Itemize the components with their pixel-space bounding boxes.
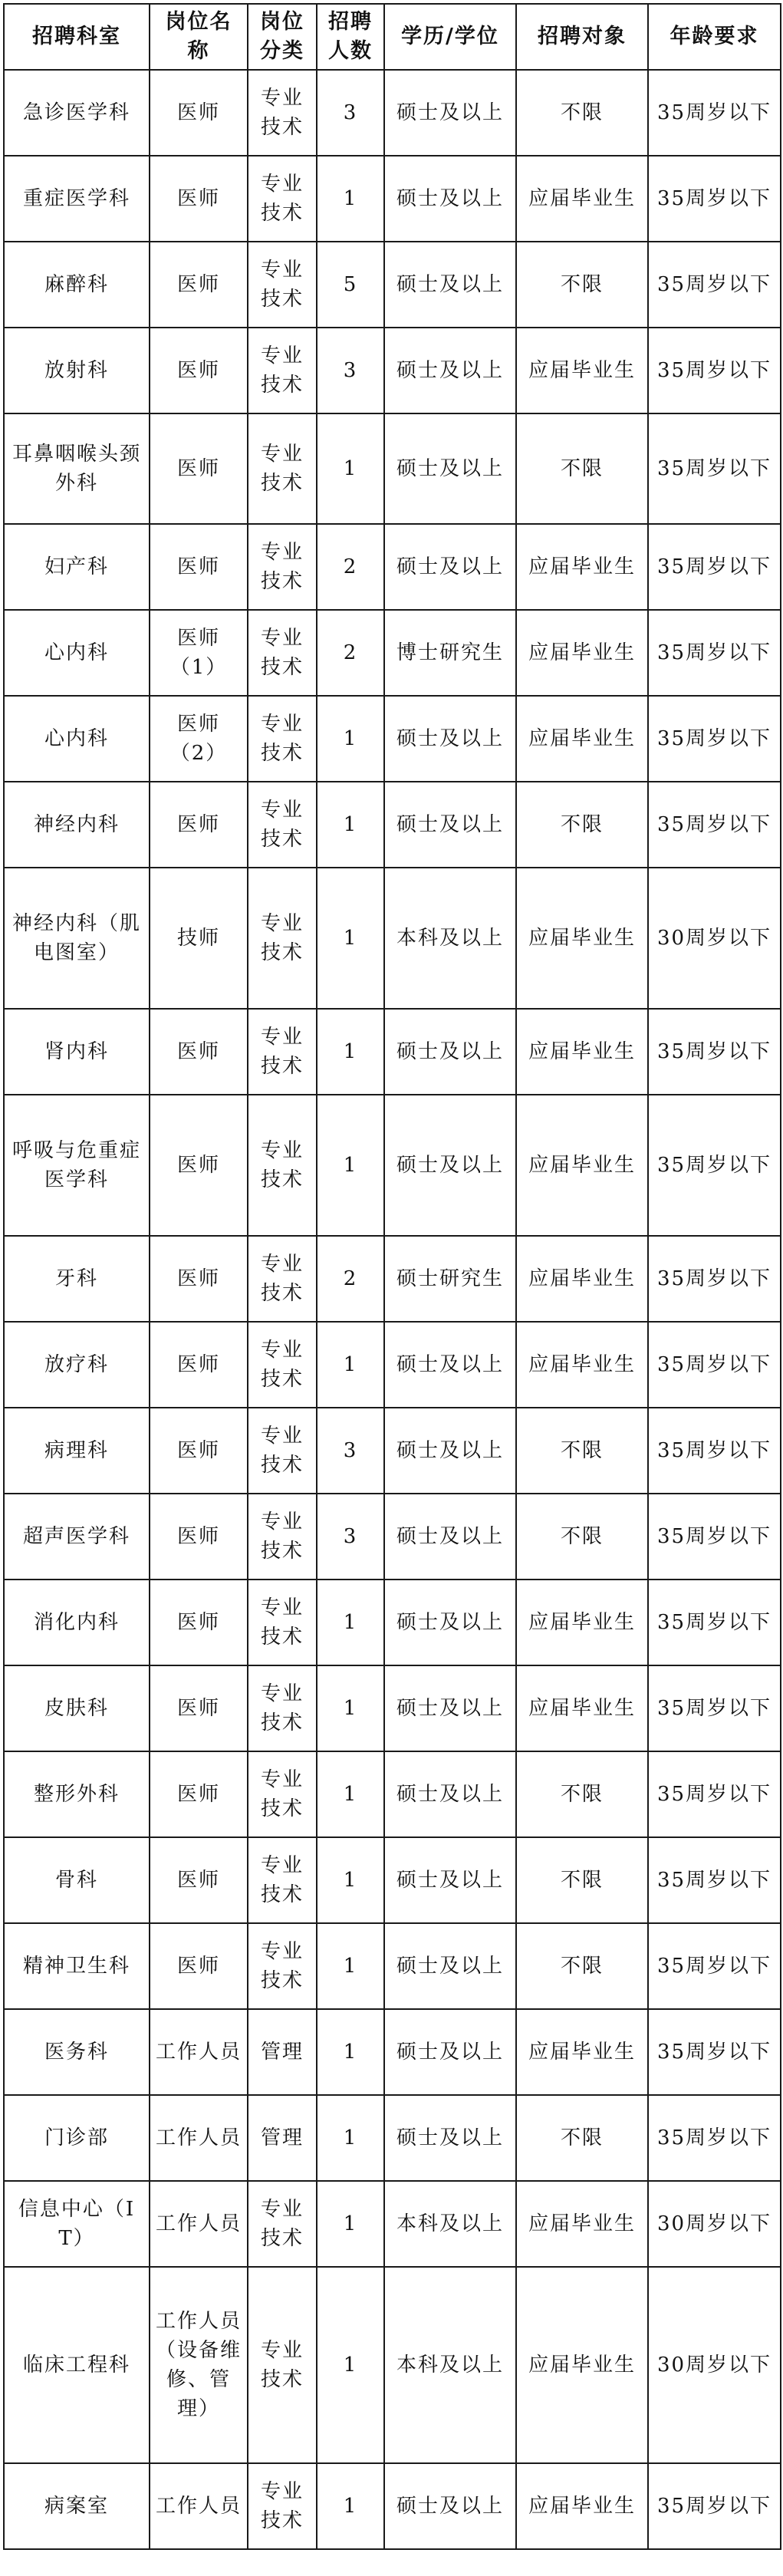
cell-education: 硕士及以上: [384, 1580, 516, 1665]
cell-target: 不限: [516, 2095, 648, 2181]
cell-age: 35周岁以下: [648, 1923, 781, 2009]
cell-age: 30周岁以下: [648, 2267, 781, 2463]
cell-education: 硕士及以上: [384, 1322, 516, 1408]
cell-target: 不限: [516, 1751, 648, 1837]
cell-dept: 临床工程科: [4, 2267, 150, 2463]
cell-education: 本科及以上: [384, 2267, 516, 2463]
cell-count: 5: [317, 242, 384, 328]
cell-education: 硕士及以上: [384, 70, 516, 156]
cell-dept: 放疗科: [4, 1322, 150, 1408]
cell-dept: 超声医学科: [4, 1494, 150, 1580]
cell-education: 硕士及以上: [384, 156, 516, 242]
cell-post: 医师: [150, 156, 248, 242]
cell-education: 硕士及以上: [384, 696, 516, 782]
table-row: [4, 156, 781, 242]
table-row: [4, 1494, 781, 1580]
cell-post: 工作人员（设备维修、管理）: [150, 2267, 248, 2463]
cell-target: 应届毕业生: [516, 2181, 648, 2267]
cell-post: 医师: [150, 1923, 248, 2009]
cell-count: 1: [317, 1923, 384, 2009]
cell-education: 硕士及以上: [384, 524, 516, 610]
cell-education: 硕士及以上: [384, 1837, 516, 1923]
cell-target: 应届毕业生: [516, 524, 648, 610]
cell-age: 35周岁以下: [648, 1095, 781, 1236]
table-row: [4, 2009, 781, 2095]
cell-category: 专业技术: [248, 1923, 317, 2009]
cell-education: 硕士及以上: [384, 1408, 516, 1494]
cell-education: 硕士及以上: [384, 1095, 516, 1236]
table-row: [4, 2463, 781, 2549]
cell-post: 技师: [150, 868, 248, 1009]
cell-education: 硕士及以上: [384, 328, 516, 413]
cell-post: 医师: [150, 1322, 248, 1408]
cell-education: 博士研究生: [384, 610, 516, 696]
cell-category: 专业技术: [248, 610, 317, 696]
cell-age: 35周岁以下: [648, 1236, 781, 1322]
cell-post: 医师: [150, 1408, 248, 1494]
cell-category: 专业技术: [248, 413, 317, 524]
cell-count: 1: [317, 782, 384, 868]
cell-education: 本科及以上: [384, 868, 516, 1009]
cell-post: 医师: [150, 1580, 248, 1665]
cell-age: 35周岁以下: [648, 2095, 781, 2181]
cell-dept: 妇产科: [4, 524, 150, 610]
table-row: [4, 1751, 781, 1837]
cell-target: 应届毕业生: [516, 156, 648, 242]
cell-category: 专业技术: [248, 1580, 317, 1665]
table-row: [4, 2267, 781, 2463]
cell-count: 1: [317, 1095, 384, 1236]
cell-count: 1: [317, 2267, 384, 2463]
cell-education: 硕士及以上: [384, 1665, 516, 1751]
cell-dept: 心内科: [4, 696, 150, 782]
cell-education: 硕士及以上: [384, 1494, 516, 1580]
cell-target: 不限: [516, 1923, 648, 2009]
cell-dept: 耳鼻咽喉头颈外科: [4, 413, 150, 524]
cell-dept: 医务科: [4, 2009, 150, 2095]
cell-age: 30周岁以下: [648, 868, 781, 1009]
cell-count: 3: [317, 1494, 384, 1580]
cell-category: 管理: [248, 2009, 317, 2095]
cell-target: 应届毕业生: [516, 2463, 648, 2549]
cell-count: 1: [317, 1322, 384, 1408]
cell-post: 工作人员: [150, 2095, 248, 2181]
cell-category: 专业技术: [248, 524, 317, 610]
table-row: [4, 610, 781, 696]
table-row: [4, 1837, 781, 1923]
cell-category: 专业技术: [248, 696, 317, 782]
cell-age: 35周岁以下: [648, 1665, 781, 1751]
cell-target: 应届毕业生: [516, 1322, 648, 1408]
cell-post: 医师: [150, 524, 248, 610]
cell-post: 医师: [150, 1494, 248, 1580]
cell-count: 3: [317, 328, 384, 413]
header-post: 岗位名称: [150, 4, 248, 70]
cell-category: 专业技术: [248, 70, 317, 156]
cell-age: 35周岁以下: [648, 524, 781, 610]
cell-target: 应届毕业生: [516, 1236, 648, 1322]
cell-count: 3: [317, 1408, 384, 1494]
cell-education: 硕士及以上: [384, 413, 516, 524]
cell-education: 硕士及以上: [384, 2009, 516, 2095]
table-row: [4, 2095, 781, 2181]
cell-target: 应届毕业生: [516, 328, 648, 413]
table-row: [4, 1665, 781, 1751]
cell-education: 硕士及以上: [384, 1751, 516, 1837]
cell-dept: 皮肤科: [4, 1665, 150, 1751]
cell-category: 专业技术: [248, 1236, 317, 1322]
cell-education: 硕士及以上: [384, 242, 516, 328]
cell-age: 30周岁以下: [648, 2181, 781, 2267]
table-row: [4, 1236, 781, 1322]
cell-post: 医师: [150, 782, 248, 868]
table-row: [4, 696, 781, 782]
cell-age: 35周岁以下: [648, 1837, 781, 1923]
cell-category: 专业技术: [248, 2463, 317, 2549]
cell-post: 医师: [150, 413, 248, 524]
cell-target: 不限: [516, 782, 648, 868]
cell-dept: 病案室: [4, 2463, 150, 2549]
cell-category: 专业技术: [248, 868, 317, 1009]
cell-dept: 牙科: [4, 1236, 150, 1322]
cell-education: 硕士及以上: [384, 782, 516, 868]
table-row: [4, 1923, 781, 2009]
cell-age: 35周岁以下: [648, 610, 781, 696]
cell-category: 专业技术: [248, 2267, 317, 2463]
cell-category: 专业技术: [248, 1837, 317, 1923]
cell-education: 本科及以上: [384, 2181, 516, 2267]
cell-post: 医师: [150, 1009, 248, 1095]
cell-target: 应届毕业生: [516, 2009, 648, 2095]
cell-education: 硕士及以上: [384, 1923, 516, 2009]
cell-category: 专业技术: [248, 1095, 317, 1236]
cell-dept: 骨科: [4, 1837, 150, 1923]
cell-dept: 呼吸与危重症医学科: [4, 1095, 150, 1236]
cell-category: 专业技术: [248, 156, 317, 242]
cell-count: 1: [317, 2463, 384, 2549]
cell-category: 专业技术: [248, 328, 317, 413]
cell-age: 35周岁以下: [648, 2009, 781, 2095]
cell-post: 工作人员: [150, 2009, 248, 2095]
cell-post: 医师: [150, 1236, 248, 1322]
recruitment-table: [3, 3, 781, 2550]
cell-target: 不限: [516, 413, 648, 524]
cell-dept: 神经内科（肌电图室）: [4, 868, 150, 1009]
cell-target: 应届毕业生: [516, 1665, 648, 1751]
cell-post: 医师（1）: [150, 610, 248, 696]
cell-category: 专业技术: [248, 1751, 317, 1837]
header-education: 学历/学位: [384, 4, 516, 70]
table-row: [4, 413, 781, 524]
table-row: [4, 1009, 781, 1095]
cell-age: 35周岁以下: [648, 1751, 781, 1837]
cell-age: 35周岁以下: [648, 782, 781, 868]
cell-post: 工作人员: [150, 2181, 248, 2267]
cell-target: 应届毕业生: [516, 1095, 648, 1236]
cell-dept: 整形外科: [4, 1751, 150, 1837]
table-row: [4, 1580, 781, 1665]
cell-dept: 神经内科: [4, 782, 150, 868]
cell-dept: 门诊部: [4, 2095, 150, 2181]
cell-count: 1: [317, 413, 384, 524]
cell-age: 35周岁以下: [648, 413, 781, 524]
cell-target: 应届毕业生: [516, 868, 648, 1009]
cell-category: 专业技术: [248, 1494, 317, 1580]
cell-post: 医师（2）: [150, 696, 248, 782]
header-age: 年龄要求: [648, 4, 781, 70]
cell-category: 专业技术: [248, 1408, 317, 1494]
cell-count: 3: [317, 70, 384, 156]
cell-post: 医师: [150, 1751, 248, 1837]
cell-count: 2: [317, 524, 384, 610]
cell-count: 2: [317, 610, 384, 696]
cell-dept: 心内科: [4, 610, 150, 696]
table-row: [4, 1408, 781, 1494]
cell-age: 35周岁以下: [648, 1494, 781, 1580]
cell-count: 1: [317, 1009, 384, 1095]
cell-age: 35周岁以下: [648, 1580, 781, 1665]
cell-count: 2: [317, 1236, 384, 1322]
cell-dept: 消化内科: [4, 1580, 150, 1665]
cell-count: 1: [317, 2095, 384, 2181]
cell-post: 医师: [150, 1837, 248, 1923]
cell-category: 专业技术: [248, 1009, 317, 1095]
cell-age: 35周岁以下: [648, 156, 781, 242]
table-row: [4, 328, 781, 413]
table-row: [4, 242, 781, 328]
cell-dept: 精神卫生科: [4, 1923, 150, 2009]
table-row: [4, 2181, 781, 2267]
header-row: [4, 4, 781, 70]
cell-count: 1: [317, 2009, 384, 2095]
cell-education: 硕士及以上: [384, 2095, 516, 2181]
cell-count: 1: [317, 1580, 384, 1665]
table-row: [4, 524, 781, 610]
table-body: [4, 70, 781, 2549]
cell-category: 专业技术: [248, 2181, 317, 2267]
cell-target: 应届毕业生: [516, 1009, 648, 1095]
header-category: 岗位分类: [248, 4, 317, 70]
cell-dept: 肾内科: [4, 1009, 150, 1095]
cell-education: 硕士及以上: [384, 2463, 516, 2549]
cell-age: 35周岁以下: [648, 1408, 781, 1494]
cell-target: 不限: [516, 70, 648, 156]
cell-dept: 病理科: [4, 1408, 150, 1494]
table-row: [4, 868, 781, 1009]
cell-count: 1: [317, 2181, 384, 2267]
cell-dept: 重症医学科: [4, 156, 150, 242]
cell-dept: 放射科: [4, 328, 150, 413]
cell-category: 专业技术: [248, 1322, 317, 1408]
cell-count: 1: [317, 868, 384, 1009]
table-row: [4, 782, 781, 868]
cell-education: 硕士研究生: [384, 1236, 516, 1322]
header-count: 招聘人数: [317, 4, 384, 70]
table-row: [4, 1322, 781, 1408]
cell-post: 医师: [150, 70, 248, 156]
table-row: [4, 70, 781, 156]
cell-count: 1: [317, 156, 384, 242]
cell-dept: 麻醉科: [4, 242, 150, 328]
cell-age: 35周岁以下: [648, 1322, 781, 1408]
cell-count: 1: [317, 1665, 384, 1751]
cell-target: 不限: [516, 1837, 648, 1923]
header-target: 招聘对象: [516, 4, 648, 70]
cell-category: 专业技术: [248, 242, 317, 328]
cell-post: 医师: [150, 1665, 248, 1751]
cell-age: 35周岁以下: [648, 1009, 781, 1095]
cell-post: 医师: [150, 1095, 248, 1236]
cell-age: 35周岁以下: [648, 696, 781, 782]
cell-dept: 信息中心（IT）: [4, 2181, 150, 2267]
cell-count: 1: [317, 1751, 384, 1837]
cell-category: 专业技术: [248, 1665, 317, 1751]
cell-target: 不限: [516, 1494, 648, 1580]
cell-target: 不限: [516, 1408, 648, 1494]
cell-post: 医师: [150, 242, 248, 328]
cell-age: 35周岁以下: [648, 2463, 781, 2549]
cell-target: 应届毕业生: [516, 2267, 648, 2463]
cell-age: 35周岁以下: [648, 70, 781, 156]
cell-age: 35周岁以下: [648, 328, 781, 413]
cell-target: 应届毕业生: [516, 1580, 648, 1665]
cell-post: 工作人员: [150, 2463, 248, 2549]
cell-count: 1: [317, 696, 384, 782]
cell-target: 不限: [516, 242, 648, 328]
cell-education: 硕士及以上: [384, 1009, 516, 1095]
cell-category: 管理: [248, 2095, 317, 2181]
cell-count: 1: [317, 1837, 384, 1923]
table-row: [4, 1095, 781, 1236]
cell-post: 医师: [150, 328, 248, 413]
cell-dept: 急诊医学科: [4, 70, 150, 156]
cell-target: 应届毕业生: [516, 610, 648, 696]
cell-category: 专业技术: [248, 782, 317, 868]
header-dept: 招聘科室: [4, 4, 150, 70]
cell-target: 应届毕业生: [516, 696, 648, 782]
cell-age: 35周岁以下: [648, 242, 781, 328]
